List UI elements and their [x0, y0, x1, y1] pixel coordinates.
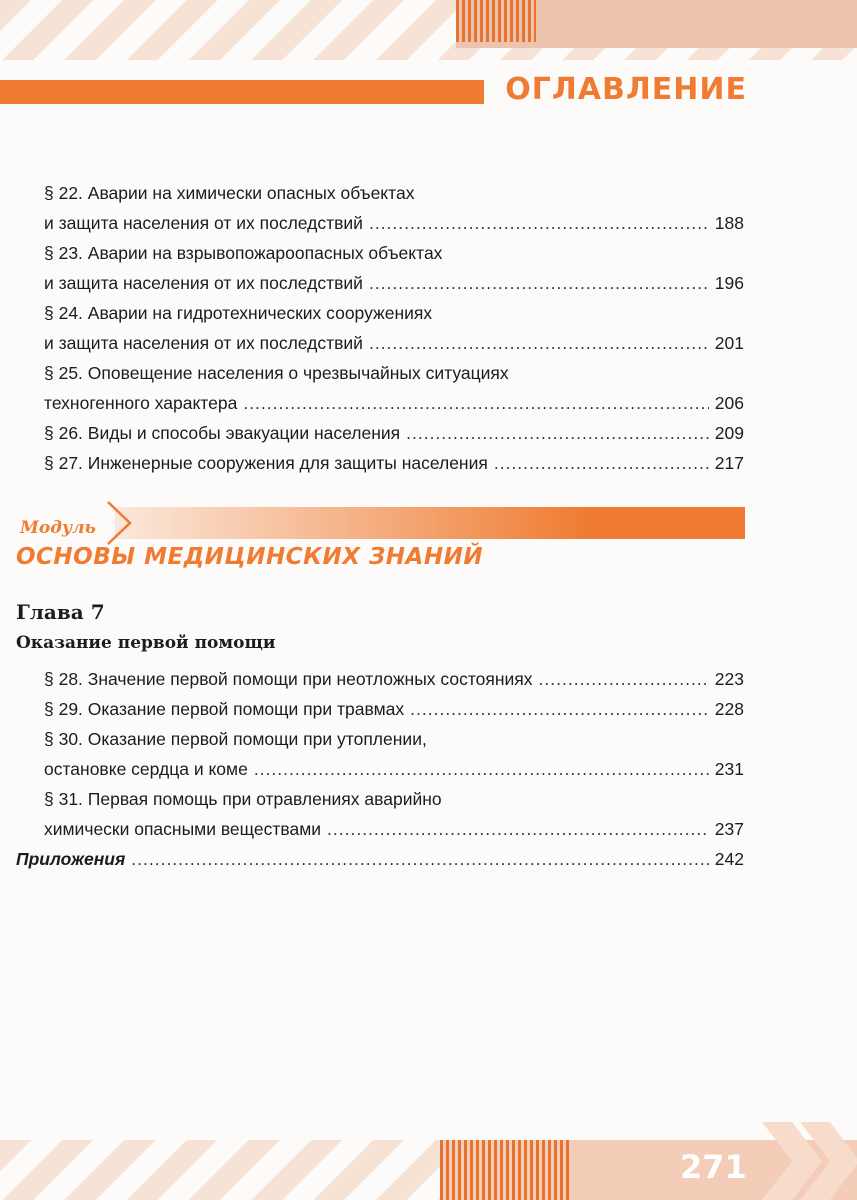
toc-entry-text: § 27. Инженерные сооружения для защиты населения: [44, 453, 488, 473]
page-title: ОГЛАВЛЕНИЕ: [505, 72, 747, 107]
toc-entry-text: и защита населения от их последствий: [44, 213, 363, 233]
appendix-label: Приложения: [16, 849, 126, 869]
chevron-right-icon: [104, 500, 134, 546]
toc-page-number: 209: [714, 423, 744, 443]
page-number: 271: [680, 1148, 747, 1186]
toc-entry-line: § 31. Первая помощь при отравлениях аварийно: [44, 789, 442, 809]
toc-entry[interactable]: [44, 358, 744, 418]
toc-entry-appendix[interactable]: [16, 844, 744, 874]
module-accent-bar: [115, 507, 745, 539]
leader-dots: [327, 814, 709, 844]
leader-dots: [369, 208, 709, 238]
module-title: ОСНОВЫ МЕДИЦИНСКИХ ЗНАНИЙ: [16, 544, 484, 570]
toc-page-number: 196: [714, 273, 744, 293]
toc-entry[interactable]: [44, 784, 744, 844]
toc-entry-line: § 25. Оповещение населения о чрезвычайных ситуациях: [44, 363, 509, 383]
toc-page-number: 217: [714, 453, 744, 473]
toc-entry[interactable]: [44, 724, 744, 784]
leader-dots: [243, 388, 708, 418]
leader-dots: [369, 268, 709, 298]
chapter-number: Глава 7: [16, 600, 105, 624]
toc-entry[interactable]: [44, 664, 744, 694]
leader-dots: [131, 844, 709, 874]
toc-entry-text: техногенного характера: [44, 393, 238, 413]
chapter-title: Оказание первой помощи: [16, 633, 276, 653]
toc-entry[interactable]: [44, 178, 744, 238]
toc-entry-text: химически опасными веществами: [44, 819, 322, 839]
leader-dots: [494, 448, 709, 478]
leader-dots: [369, 328, 709, 358]
toc-entry-text: § 29. Оказание первой помощи при травмах: [44, 699, 405, 719]
toc-entry-line: § 30. Оказание первой помощи при утоплении,: [44, 729, 427, 749]
toc-entry[interactable]: [44, 238, 744, 298]
toc-page-number: 237: [714, 819, 744, 839]
toc-entry-text: § 26. Виды и способы эвакуации населения: [44, 423, 401, 443]
toc-entry-text: остановке сердца и коме: [44, 759, 248, 779]
bottom-decorative-stripes: [0, 1140, 440, 1200]
toc-page-number: 231: [714, 759, 744, 779]
double-chevron-right-icon: [752, 1122, 857, 1200]
toc-entry[interactable]: [44, 448, 744, 478]
toc-page-number: 201: [714, 333, 744, 353]
toc-entry[interactable]: [44, 298, 744, 358]
toc-entry-text: § 28. Значение первой помощи при неотложных состояниях: [44, 669, 533, 689]
toc-entry-line: § 24. Аварии на гидротехнических сооружениях: [44, 303, 433, 323]
toc-entry-text: и защита населения от их последствий: [44, 273, 363, 293]
title-accent-bar: [0, 80, 484, 104]
bottom-accent-lines: [440, 1140, 570, 1200]
leader-dots: [539, 664, 709, 694]
leader-dots: [254, 754, 709, 784]
toc-entry[interactable]: [44, 418, 744, 448]
toc-entry-line: § 23. Аварии на взрывопожароопасных объектах: [44, 243, 443, 263]
toc-page-number: 188: [714, 213, 744, 233]
toc-section-1: [44, 178, 744, 478]
toc-entry-line: § 22. Аварии на химически опасных объектах: [44, 183, 415, 203]
toc-entry-text: и защита населения от их последствий: [44, 333, 363, 353]
top-accent-lines: [456, 0, 536, 42]
leader-dots: [406, 418, 709, 448]
toc-entry[interactable]: [44, 694, 744, 724]
toc-page-number: 242: [714, 849, 744, 869]
toc-page-number: 228: [714, 699, 744, 719]
toc-section-2: [16, 664, 744, 874]
leader-dots: [410, 694, 709, 724]
module-label: Модуль: [20, 518, 96, 538]
toc-page-number: 206: [714, 393, 744, 413]
toc-page-number: 223: [714, 669, 744, 689]
